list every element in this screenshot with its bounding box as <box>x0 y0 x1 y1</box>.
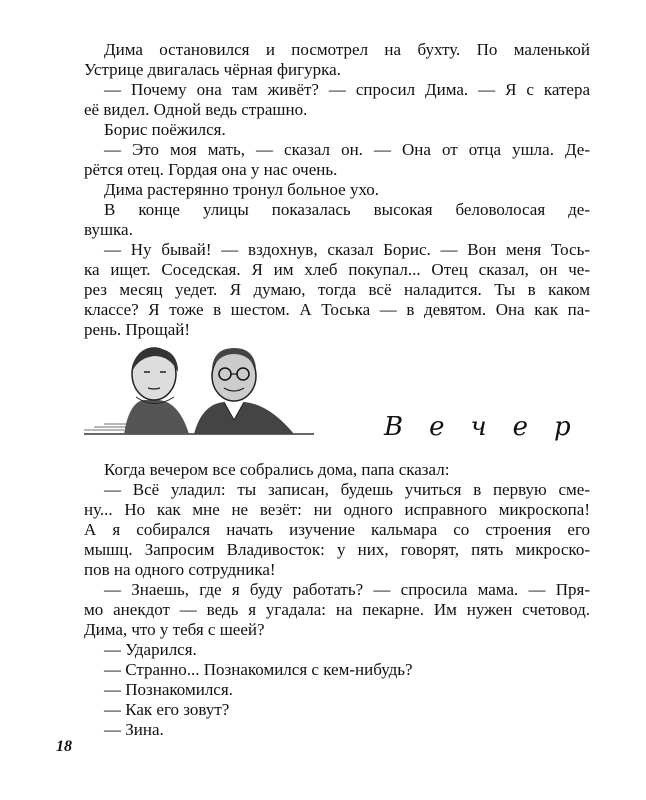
text-line: — Ударился. <box>104 640 197 659</box>
text-line: мо анекдот — ведь я угадала: на пекарне. Им нужен счетовод. <box>84 600 590 619</box>
text-line: — Как его зовут? <box>104 700 230 719</box>
chapter-heading: Вечер <box>384 412 597 442</box>
text-line: рётся отец. Гордая она у нас очень. <box>84 160 338 179</box>
text-line: Дима остановился и посмотрел на бухту. По маленькой <box>104 40 590 59</box>
text-line: мышц. Запросим Владивосток: у них, говорят, пять микроско- <box>84 540 590 559</box>
man-portrait <box>194 348 294 434</box>
text-line: — Ну бывай! — вздохнув, сказал Борис. — Вон меня Тось- <box>104 240 590 259</box>
text-line: — Знаешь, где я буду работать? — спросила мама. — Пря- <box>104 580 590 599</box>
text-line: классе? Я тоже в шестом. А Тоська — в девятом. Она как па- <box>84 300 590 319</box>
text-line: Дима растерянно тронул больное ухо. <box>104 180 380 199</box>
text-line: пов на одного сотрудника! <box>84 560 276 579</box>
woman-portrait <box>124 348 189 434</box>
text-line: Устрице двигалась чёрная фигурка. <box>84 60 341 79</box>
text-line: — Всё уладил: ты записан, будешь учиться в первую сме- <box>104 480 590 499</box>
text-line: — Зина. <box>104 720 164 739</box>
text-line: Когда вечером все собрались дома, папа сказал: <box>104 460 450 479</box>
text-line: рез месяц уедет. Я думаю, тогда всё наладится. Ты в каком <box>84 280 590 299</box>
text-line: — Познакомился. <box>104 680 233 699</box>
text-line: вушка. <box>84 220 133 239</box>
text-line: А я собирался начать изучение кальмара со строения его <box>84 520 590 539</box>
text-line: ну... Но как мне не везёт: ни одного исправного микроскопа! <box>84 500 590 519</box>
text-line: её видел. Одной ведь страшно. <box>84 100 308 119</box>
text-line: рень. Прощай! <box>84 320 191 339</box>
text-line: ка ищет. Соседская. Я им хлеб покупал... Отец сказал, он че- <box>84 260 590 279</box>
text-line: Борис поёжился. <box>104 120 226 139</box>
page-number: 18 <box>56 738 72 755</box>
text-line: — Странно... Познакомился с кем-нибудь? <box>104 660 413 679</box>
text-line: — Это моя мать, — сказал он. — Она от отца ушла. Де- <box>104 140 590 159</box>
text-line: В конце улицы показалась высокая беловолосая де- <box>104 200 590 219</box>
text-line: — Почему она там живёт? — спросил Дима. — Я с катера <box>104 80 590 99</box>
text-line: Дима, что у тебя с шеей? <box>84 620 265 639</box>
